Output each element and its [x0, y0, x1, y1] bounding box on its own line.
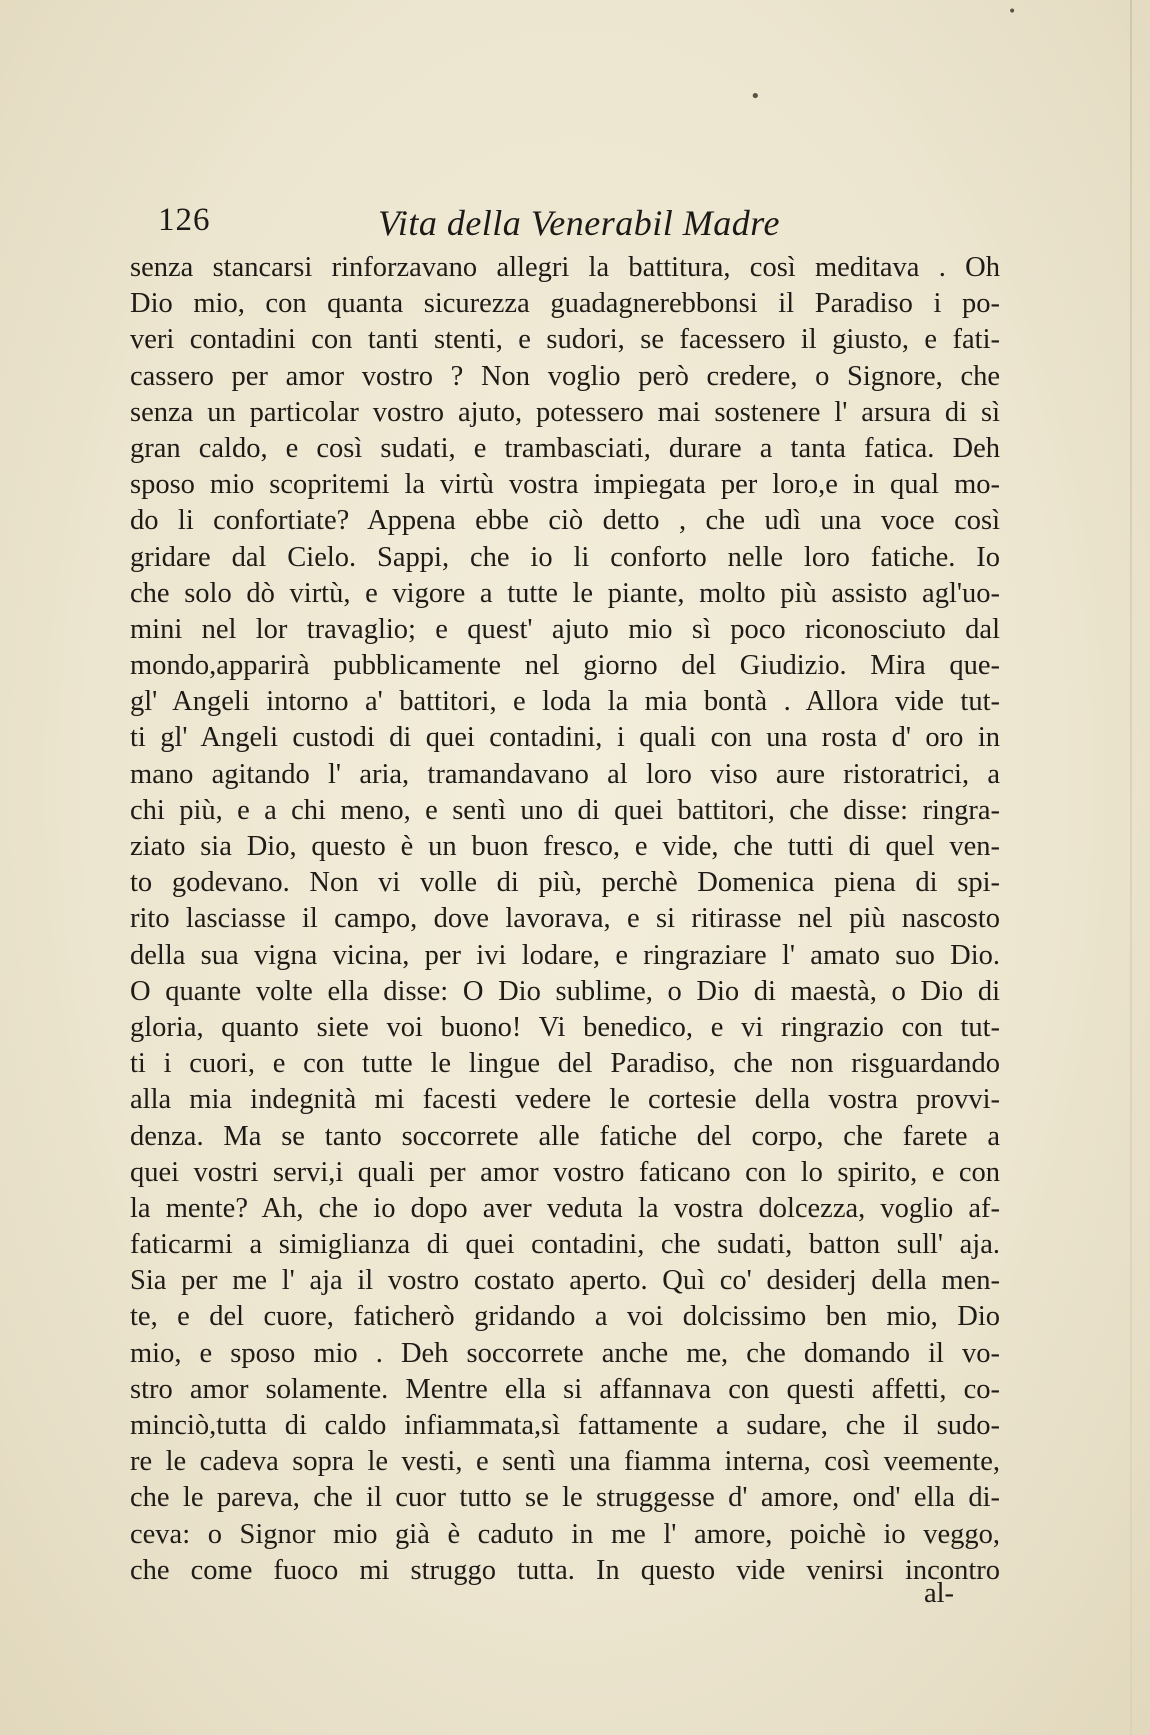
text-line: gl' Angeli intorno a' battitori, e loda la mia bontà . Allora vide tut- — [130, 686, 1000, 718]
text-line: mondo,apparirà pubblicamente nel giorno del Giudizio. Mira que- — [130, 650, 1000, 682]
text-line: che come fuoco mi struggo tutta. In questo vide venirsi incontro — [130, 1554, 1000, 1586]
ink-speck: • — [1008, 4, 1017, 20]
running-head: Vita della Venerabil Madre — [378, 203, 780, 243]
catchword: al- — [923, 1578, 954, 1609]
text-line: stro amor solamente. Mentre ella si affannava con questi affetti, co- — [130, 1373, 1000, 1405]
text-line: della sua vigna vicina, per ivi lodare, e ringraziare l' amato suo Dio. — [130, 939, 1000, 971]
text-line: senza un particolar vostro ajuto, potessero mai sostenere l' arsura di sì — [130, 396, 1000, 428]
text-line: che solo dò virtù, e vigore a tutte le piante, molto più assisto agl'uo- — [130, 577, 1000, 609]
text-line: denza. Ma se tanto soccorrete alle fatiche del corpo, che farete a — [130, 1120, 1000, 1152]
text-line: re le cadeva sopra le vesti, e sentì una fiamma interna, così veemente, — [130, 1446, 1000, 1478]
body-text — [130, 250, 1000, 1589]
text-line: mano agitando l' aria, tramandavano al loro viso aure ristoratrici, a — [130, 758, 1000, 790]
text-line: to godevano. Non vi volle di più, perchè Domenica piena di spi- — [130, 867, 1000, 899]
text-line: senza stancarsi rinforzavano allegri la battitura, così meditava . Oh — [130, 252, 1000, 283]
text-line: veri contadini con tanti stenti, e sudori, se facessero il giusto, e fati- — [130, 324, 1000, 356]
text-line: ziato sia Dio, questo è un buon fresco, e vide, che tutti di quel ven- — [130, 831, 1000, 862]
text-line: O quante volte ella disse: O Dio sublime, o Dio di maestà, o Dio di — [130, 975, 1000, 1007]
text-line: do li confortiate? Appena ebbe ciò detto , che udì una voce così — [130, 505, 1000, 537]
text-line: cassero per amor vostro ? Non voglio però credere, o Signore, che — [130, 360, 1000, 392]
text-line: mio, e sposo mio . Deh soccorrete anche me, che domando il vo- — [130, 1337, 1000, 1369]
text-line: che le pareva, che il cuor tutto se le struggesse d' amore, ond' ella di- — [130, 1482, 1000, 1514]
text-line: ti i cuori, e con tutte le lingue del Paradiso, che non risguardando — [130, 1048, 1000, 1080]
page-edge-shadow — [1130, 0, 1132, 1735]
text-line: gridare dal Cielo. Sappi, che io li conforto nelle loro fatiche. Io — [130, 541, 1000, 573]
text-line: rito lasciasse il campo, dove lavorava, e si ritirasse nel più nascosto — [130, 903, 1000, 935]
page-header — [130, 202, 1000, 248]
text-line: ceva: o Signor mio già è caduto in me l' amore, poichè io veggo, — [130, 1518, 1000, 1550]
ink-speck: • — [750, 86, 761, 107]
text-line: quei vostri servi,i quali per amor vostro faticano con lo spirito, e con — [130, 1156, 1000, 1188]
text-line: minciò,tutta di caldo infiammata,sì fattamente a sudare, che il sudo- — [130, 1410, 1000, 1441]
text-line: gran caldo, e così sudati, e trambasciati, durare a tanta fatica. Deh — [130, 432, 1000, 464]
text-line: chi più, e a chi meno, e sentì uno di quei battitori, che disse: ringra- — [130, 794, 1000, 826]
page-number: 126 — [158, 202, 211, 238]
text-line: alla mia indegnità mi facesti vedere le cortesie della vostra provvi- — [130, 1084, 1000, 1116]
text-line: faticarmi a simiglianza di quei contadini, che sudati, batton sull' aja. — [130, 1229, 1000, 1261]
text-line: te, e del cuore, faticherò gridando a voi dolcissimo ben mio, Dio — [130, 1301, 1000, 1333]
text-line: ti gl' Angeli custodi di quei contadini, i quali con una rosta d' oro in — [130, 722, 1000, 754]
text-line: sposo mio scopritemi la virtù vostra impiegata per loro,e in qual mo- — [130, 469, 1000, 501]
text-line: gloria, quanto siete voi buono! Vi benedico, e vi ringrazio con tut- — [130, 1011, 1000, 1043]
text-line: la mente? Ah, che io dopo aver veduta la vostra dolcezza, voglio af- — [130, 1192, 1000, 1224]
text-line: mini nel lor travaglio; e quest' ajuto mio sì poco riconosciuto dal — [130, 613, 1000, 645]
text-line: Dio mio, con quanta sicurezza guadagnerebbonsi il Paradiso i po- — [130, 288, 1000, 320]
text-line: Sia per me l' aja il vostro costato aperto. Quì co' desiderj della men- — [130, 1265, 1000, 1297]
